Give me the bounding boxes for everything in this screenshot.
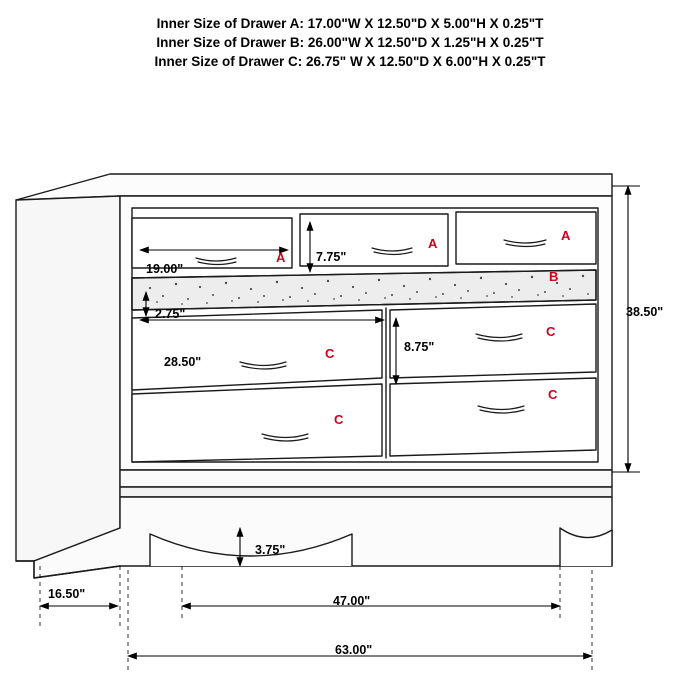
spec-line-drawer-c: Inner Size of Drawer C: 26.75" W X 12.50"D X 6.00"H X 0.25"T [154, 54, 546, 69]
dim-base-clearance: 3.75" [255, 543, 286, 557]
spec-line-drawer-b: Inner Size of Drawer B: 26.00"W X 12.50"D X 1.25"H X 0.25"T [156, 35, 544, 50]
dim-overall-height: 38.50" [626, 305, 664, 319]
dim-depth: 16.50" [48, 587, 86, 601]
drawer-label-a-left: A [276, 250, 286, 265]
drawer-label-c-lower-right: C [548, 387, 558, 402]
dim-drawer-a-width: 19.00" [146, 262, 184, 276]
dim-drawer-b-height: 2.75" [155, 307, 186, 321]
dim-drawer-a-height: 7.75" [316, 250, 347, 264]
dim-drawer-c-width: 28.50" [164, 355, 202, 369]
dim-inner-width: 47.00" [333, 594, 371, 608]
dim-drawer-c-height: 8.75" [404, 340, 435, 354]
spec-line-drawer-a: Inner Size of Drawer A: 17.00"W X 12.50"D X 5.00"H X 0.25"T [156, 16, 544, 31]
drawer-label-c-upper-right: C [546, 324, 556, 339]
drawer-label-b: B [549, 269, 559, 284]
dim-overall-width: 63.00" [335, 643, 373, 657]
drawer-label-a-right: A [561, 228, 571, 243]
drawer-label-c-upper-left: C [325, 346, 335, 361]
drawer-label-a-mid: A [428, 236, 438, 251]
drawer-label-c-lower-left: C [334, 412, 344, 427]
